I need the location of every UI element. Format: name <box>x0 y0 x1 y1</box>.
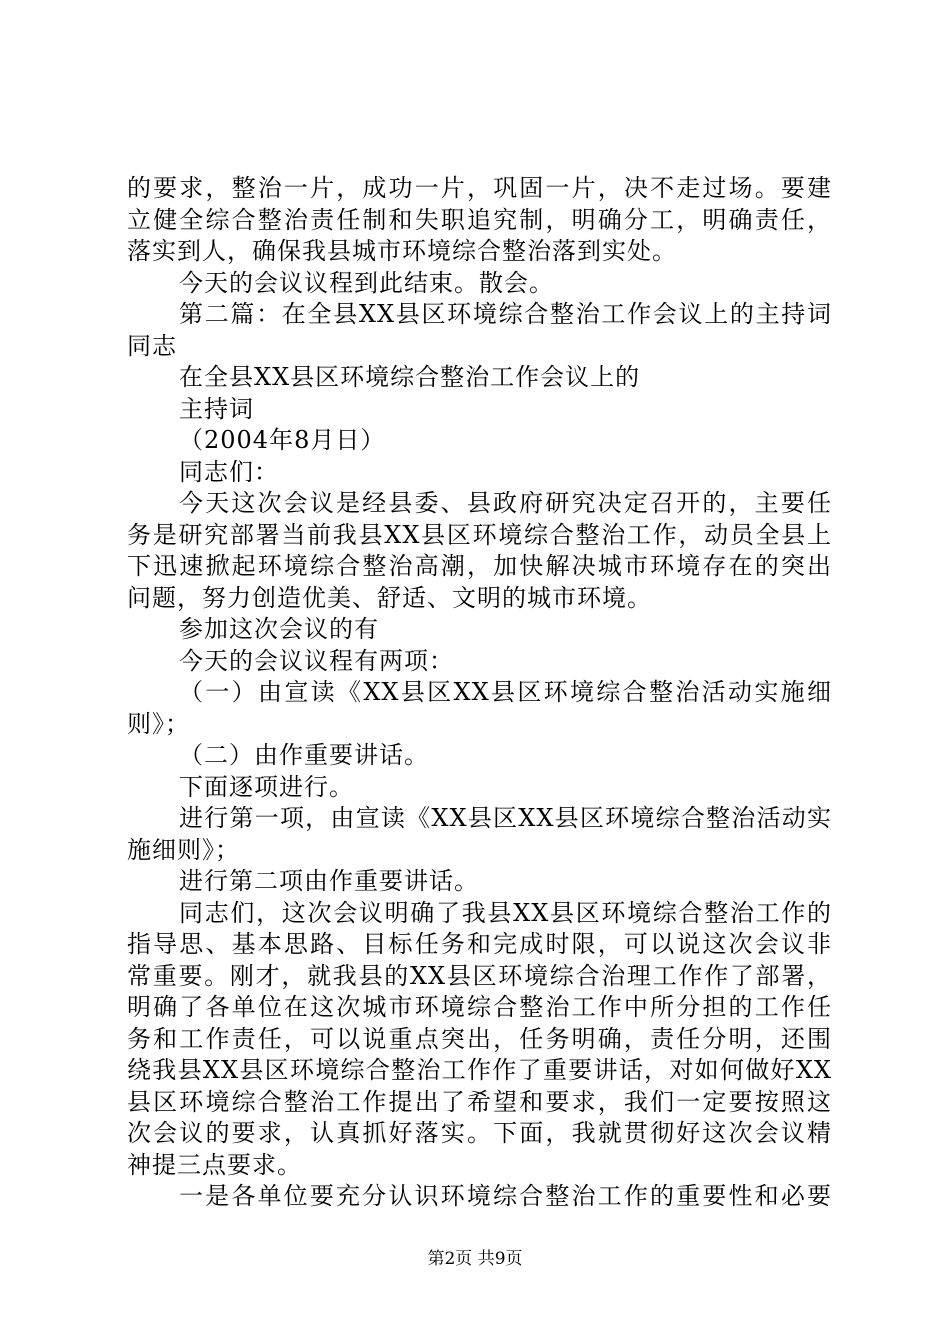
text-line: 参加这次会议的有 <box>179 615 379 643</box>
text-line: 落实到人，确保我县城市环境综合整治落到实处。 <box>127 237 677 265</box>
text-line: （一）由宣读《XX县区XX县区环境综合整治活动实施细 <box>179 678 832 706</box>
text-line: 常重要。刚才，就我县的XX县区环境综合治理工作作了部署， <box>127 961 832 990</box>
text-line: 一是各单位要充分认识环境综合整治工作的重要性和必要 <box>179 1182 832 1210</box>
text-line: 问题，努力创造优美、舒适、文明的城市环境。 <box>127 583 652 612</box>
text-line: 的要求，整治一片，成功一片，巩固一片，决不走过场。要建 <box>127 174 832 202</box>
text-line: 绕我县XX县区环境综合整治工作作了重要讲话，对如何做好XX <box>127 1056 832 1084</box>
text-line: 明确了各单位在这次城市环境综合整治工作中所分担的工作任 <box>127 993 832 1021</box>
text-line: 同志 <box>127 331 177 360</box>
text-line: 同志们： <box>179 457 279 486</box>
text-line: 下迅速掀起环境综合整治高潮，加快解决城市环境存在的突出 <box>127 552 832 580</box>
text-line: 在全县XX县区环境综合整治工作会议上的 <box>179 363 641 391</box>
text-line: 同志们，这次会议明确了我县XX县区环境综合整治工作的 <box>179 898 832 927</box>
text-line: 指导思、基本思路、目标任务和完成时限，可以说这次会议非 <box>127 930 832 958</box>
text-line: 县区环境综合整治工作提出了希望和要求，我们一定要按照这 <box>127 1087 832 1116</box>
text-line: （二）由作重要讲话。 <box>179 741 429 769</box>
text-line: 则》； <box>127 709 190 738</box>
text-line: 次会议的要求，认真抓好落实。下面，我就贯彻好这次会议精 <box>127 1119 832 1147</box>
text-line: 今天这次会议是经县委、县政府研究决定召开的，主要任 <box>179 489 832 517</box>
document-body <box>127 173 832 1213</box>
text-line: 今天的会议议程有两项： <box>179 646 454 675</box>
text-line: 今天的会议议程到此结束。散会。 <box>179 268 554 297</box>
text-line: 进行第一项，由宣读《XX县区XX县区环境综合整治活动实 <box>179 804 832 832</box>
text-line: 神提三点要求。 <box>127 1150 302 1179</box>
text-line: 务和工作责任，可以说重点突出，任务明确，责任分明，还围 <box>127 1024 832 1053</box>
page-number-footer: 第2页 共9页 <box>427 1249 523 1269</box>
text-line: 进行第二项由作重要讲话。 <box>179 867 479 895</box>
text-line: （2004年8月日） <box>179 426 386 454</box>
text-line: 施细则》； <box>127 835 240 864</box>
text-line: 主持词 <box>179 394 254 423</box>
text-line: 第二篇：在全县XX县区环境综合整治工作会议上的主持词 <box>179 300 832 328</box>
text-line: 立健全综合整治责任制和失职追究制，明确分工，明确责任， <box>127 205 832 234</box>
text-line: 下面逐项进行。 <box>179 772 354 801</box>
text-line: 务是研究部署当前我县XX县区环境综合整治工作，动员全县上 <box>127 520 832 549</box>
